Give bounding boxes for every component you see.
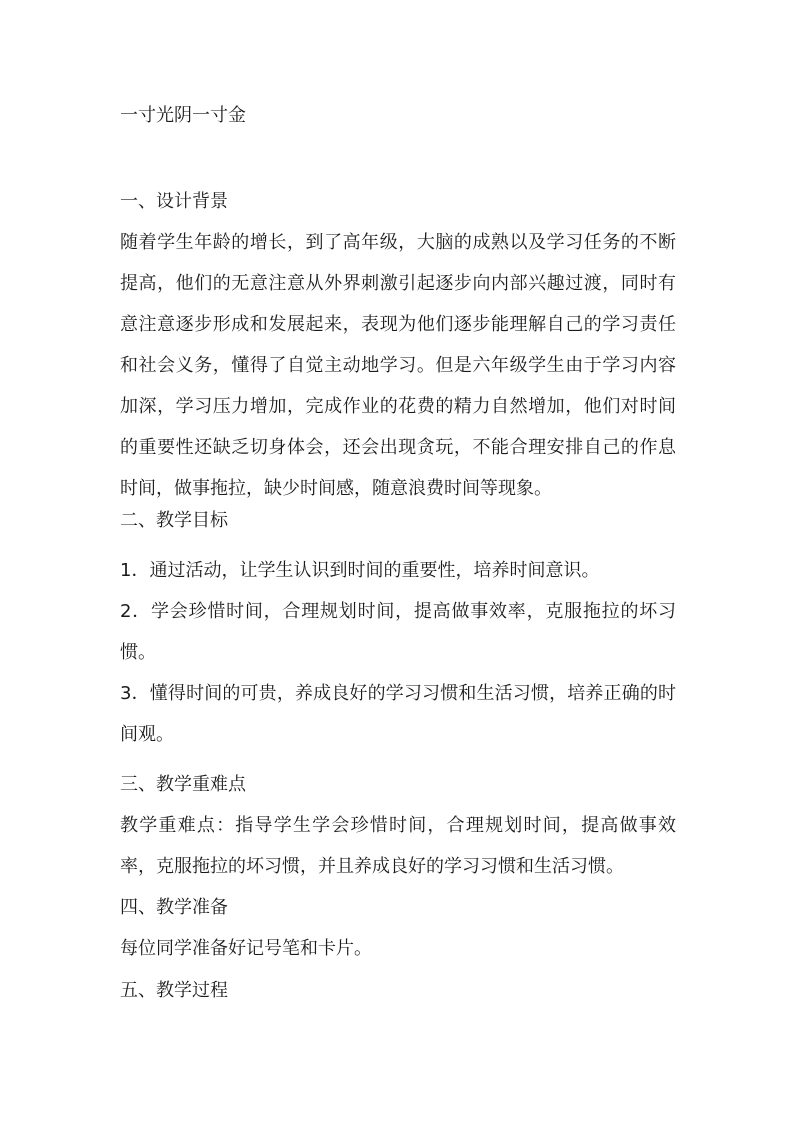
section-heading-process: 五、教学过程 [120, 980, 228, 1001]
section-heading-preparation: 四、教学准备 [120, 897, 228, 918]
objective-text: 学会珍惜时间，合理规划时间，提高做事效率，克服拖拉的坏习惯。 [120, 601, 677, 663]
objective-number: 2． [120, 601, 152, 622]
section-body-preparation: 每位同学准备好记号笔和卡片。 [120, 938, 372, 959]
document-title: 一寸光阴一寸金 [120, 105, 246, 126]
objective-text: 懂得时间的可贵，养成良好的学习习惯和生活习惯，培养正确的时间观。 [120, 683, 677, 745]
objective-item-3 [120, 673, 676, 755]
objective-number: 1． [120, 560, 150, 581]
objective-text: 通过活动，让学生认识到时间的重要性，培养时间意识。 [149, 560, 600, 581]
section-heading-objectives: 二、教学目标 [120, 510, 228, 531]
section-heading-key-points: 三、教学重难点 [120, 774, 246, 795]
objective-item-2 [120, 591, 676, 673]
objective-number: 3． [120, 683, 150, 704]
section-heading-background: 一、设计背景 [120, 191, 228, 212]
objective-item-1 [120, 550, 676, 591]
section-body-key-points: 教学重难点：指导学生学会珍惜时间，合理规划时间，提高做事效率，克服拖拉的坏习惯，并且养成良好的学习习惯和生活习惯。 [120, 815, 676, 877]
section-body-background: 随着学生年龄的增长，到了高年级，大脑的成熟以及学习任务的不断提高，他们的无意注意从外界刺激引起逐步向内部兴趣过渡，同时有意注意逐步形成和发展起来，表现为他们逐步能理解自己的学习责任和社会义务，懂得了自觉主动地学习。但是六年级学生由于学习内容加深，学习压力增加，完成作业的花费的精力自然增加，他们对时间的重要性还缺乏切身体会，还会出现贪玩，不能合理安排自己的作息时间，做事拖拉，缺少时间感，随意浪费时间等现象。 [120, 232, 676, 499]
